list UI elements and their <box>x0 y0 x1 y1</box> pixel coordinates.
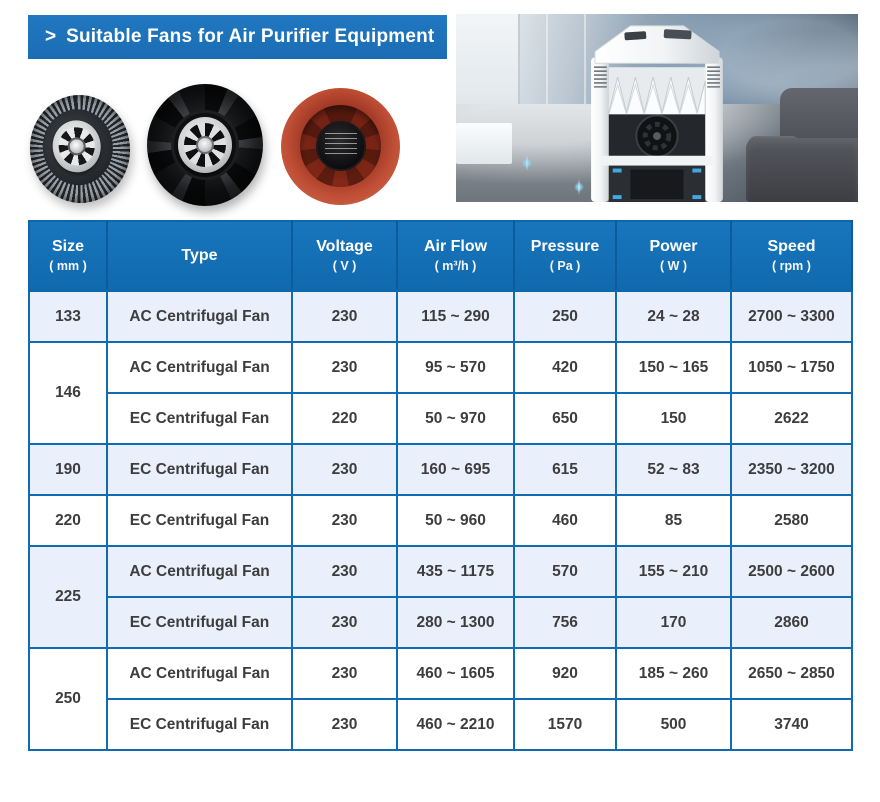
cell-pressure: 460 <box>514 495 616 546</box>
column-unit: ( m³/h ) <box>434 259 477 273</box>
cell-voltage: 230 <box>292 546 397 597</box>
cell-voltage: 230 <box>292 648 397 699</box>
cell-type: AC Centrifugal Fan <box>107 648 292 699</box>
column-unit: ( mm ) <box>49 259 87 273</box>
cell-size: 133 <box>29 291 107 342</box>
cell-power: 170 <box>616 597 731 648</box>
cell-type: AC Centrifugal Fan <box>107 342 292 393</box>
fan-spec-table <box>28 220 853 751</box>
cell-power: 150 <box>616 393 731 444</box>
cell-speed: 2700 ~ 3300 <box>731 291 852 342</box>
cell-type: EC Centrifugal Fan <box>107 393 292 444</box>
fan-hub-cap <box>196 136 214 154</box>
section-title: Suitable Fans for Air Purifier Equipment <box>66 26 435 47</box>
cell-speed: 1050 ~ 1750 <box>731 342 852 393</box>
column-unit: ( Pa ) <box>549 259 581 273</box>
cell-type: EC Centrifugal Fan <box>107 444 292 495</box>
column-label: Voltage <box>316 238 373 255</box>
column-header-speed <box>731 221 852 291</box>
cell-pressure: 920 <box>514 648 616 699</box>
cell-type: AC Centrifugal Fan <box>107 291 292 342</box>
cell-voltage: 230 <box>292 495 397 546</box>
cell-pressure: 1570 <box>514 699 616 750</box>
cell-type: EC Centrifugal Fan <box>107 699 292 750</box>
table-row <box>29 495 852 546</box>
cell-power: 85 <box>616 495 731 546</box>
red-centrifugal-fan-photo <box>281 88 400 205</box>
cell-power: 24 ~ 28 <box>616 291 731 342</box>
cell-power: 185 ~ 260 <box>616 648 731 699</box>
cell-pressure: 615 <box>514 444 616 495</box>
cell-type: AC Centrifugal Fan <box>107 546 292 597</box>
cell-size: 190 <box>29 444 107 495</box>
cell-voltage: 220 <box>292 393 397 444</box>
column-unit: ( rpm ) <box>772 259 811 273</box>
table-row <box>29 393 852 444</box>
cell-type: EC Centrifugal Fan <box>107 597 292 648</box>
column-header-size <box>29 221 107 291</box>
cell-air_flow: 50 ~ 970 <box>397 393 514 444</box>
column-label: Air Flow <box>423 238 488 255</box>
black-centrifugal-fan-photo <box>147 84 263 206</box>
cell-air_flow: 435 ~ 1175 <box>397 546 514 597</box>
cell-speed: 2350 ~ 3200 <box>731 444 852 495</box>
table-row <box>29 291 852 342</box>
column-label: Power <box>649 238 698 255</box>
cell-air_flow: 115 ~ 290 <box>397 291 514 342</box>
column-header-pressure <box>514 221 616 291</box>
fan-label-text-lines <box>325 133 357 157</box>
cell-speed: 2650 ~ 2850 <box>731 648 852 699</box>
cell-type: EC Centrifugal Fan <box>107 495 292 546</box>
cell-air_flow: 160 ~ 695 <box>397 444 514 495</box>
cell-size: 146 <box>29 342 107 444</box>
table-row <box>29 597 852 648</box>
air-sparkle <box>522 158 532 168</box>
cell-size: 220 <box>29 495 107 546</box>
table-row <box>29 342 852 393</box>
cell-voltage: 230 <box>292 291 397 342</box>
cell-speed: 2580 <box>731 495 852 546</box>
column-unit: ( V ) <box>332 259 357 273</box>
cell-power: 500 <box>616 699 731 750</box>
column-label: Size <box>51 238 84 255</box>
cell-size: 250 <box>29 648 107 750</box>
section-title-banner <box>28 15 447 59</box>
column-label: Speed <box>767 238 816 255</box>
cell-speed: 3740 <box>731 699 852 750</box>
column-header-air_flow <box>397 221 514 291</box>
cell-speed: 2500 ~ 2600 <box>731 546 852 597</box>
cell-size: 225 <box>29 546 107 648</box>
cell-pressure: 420 <box>514 342 616 393</box>
cell-air_flow: 50 ~ 960 <box>397 495 514 546</box>
cell-air_flow: 460 ~ 1605 <box>397 648 514 699</box>
cell-speed: 2622 <box>731 393 852 444</box>
column-header-voltage <box>292 221 397 291</box>
column-header-power <box>616 221 731 291</box>
cell-air_flow: 95 ~ 570 <box>397 342 514 393</box>
cell-voltage: 230 <box>292 444 397 495</box>
gray-centrifugal-fan-photo <box>24 88 135 210</box>
cell-speed: 2860 <box>731 597 852 648</box>
column-unit: ( W ) <box>659 259 688 273</box>
table-row <box>29 546 852 597</box>
cell-pressure: 756 <box>514 597 616 648</box>
cell-voltage: 230 <box>292 597 397 648</box>
table-row <box>29 648 852 699</box>
sofa-chaise <box>746 138 858 202</box>
cell-power: 52 ~ 83 <box>616 444 731 495</box>
column-label: Pressure <box>530 238 600 255</box>
cell-pressure: 570 <box>514 546 616 597</box>
cell-air_flow: 460 ~ 2210 <box>397 699 514 750</box>
air-purifier-cutaway <box>572 20 742 202</box>
chevron-right-icon: > <box>45 26 57 47</box>
cell-voltage: 230 <box>292 342 397 393</box>
cell-power: 155 ~ 210 <box>616 546 731 597</box>
cell-power: 150 ~ 165 <box>616 342 731 393</box>
table-row <box>29 699 852 750</box>
table-row <box>29 444 852 495</box>
column-label: Type <box>181 247 218 264</box>
air-purifier-room-photo <box>456 14 858 202</box>
cell-pressure: 650 <box>514 393 616 444</box>
cell-pressure: 250 <box>514 291 616 342</box>
column-header-type <box>107 221 292 291</box>
white-cabinet <box>456 123 512 164</box>
cell-voltage: 230 <box>292 699 397 750</box>
table-header-row <box>29 221 852 291</box>
cell-air_flow: 280 ~ 1300 <box>397 597 514 648</box>
